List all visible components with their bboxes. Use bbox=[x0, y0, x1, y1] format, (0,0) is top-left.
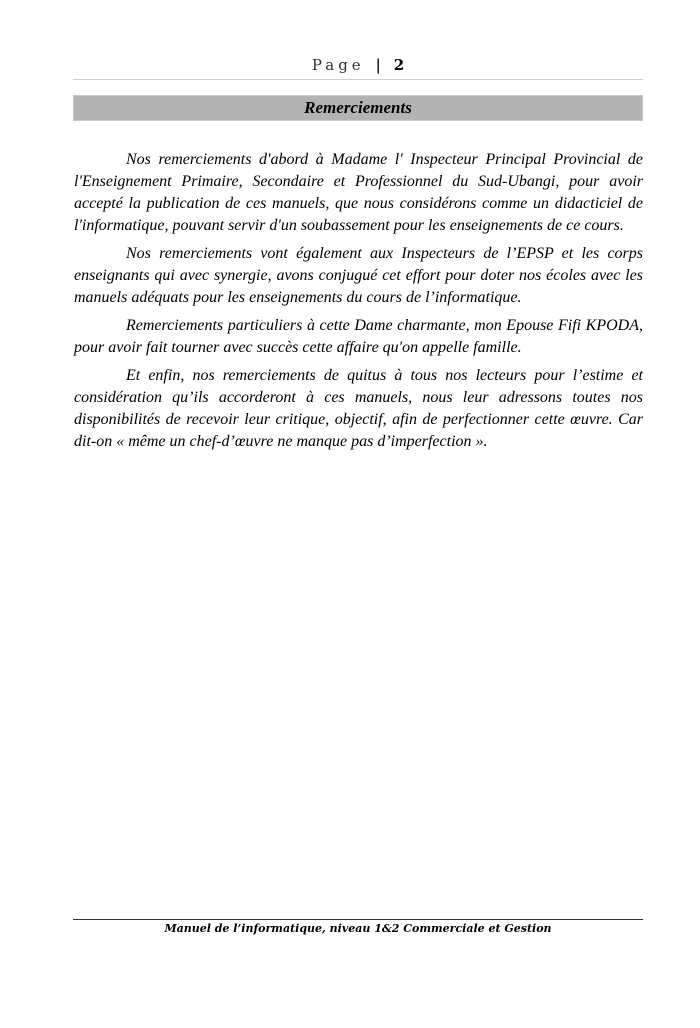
paragraph: Nos remerciements d'abord à Madame l' Inspecteur Principal Provincial de l'Enseignement Primaire, Secondaire et Professionnel du Sud-Ubangi, pour avoir accepté la publication de ces manuels, que nous considérons comme un didacticiel de l'informatique, pouvant servir d'un soubassement pour les enseignements de ce cours. bbox=[74, 151, 643, 234]
header-rule bbox=[73, 79, 643, 80]
page-separator: | bbox=[375, 56, 381, 74]
page-number: 2 bbox=[393, 56, 405, 74]
page-footer: Manuel de l’informatique, niveau 1&2 Commerciale et Gestion bbox=[164, 922, 552, 935]
paragraph: Remerciements particuliers à cette Dame charmante, mon Epouse Fifi KPODA, pour avoir fait tourner avec succès cette affaire qu'on appelle famille. bbox=[74, 317, 643, 356]
body-text bbox=[74, 149, 643, 459]
paragraph: Nos remerciements vont également aux Inspecteurs de l’EPSP et les corps enseignants qui avec synergie, avons conjugué cet effort pour doter nos écoles avec les manuels adéquats pour les enseignements du cours de l’informatique. bbox=[74, 245, 643, 306]
page-label: Page bbox=[311, 56, 365, 74]
paragraph: Et enfin, nos remerciements de quitus à tous nos lecteurs pour l’estime et considération qu’ils accorderont à ces manuels, nous leur adressons toutes nos disponibilités de recevoir leur critique, objectif, afin de perfectionner cette œuvre. Car dit-on « même un chef-d’œuvre ne manque pas d’imperfection ». bbox=[74, 367, 643, 450]
section-title: Remerciements bbox=[73, 95, 643, 121]
footer-rule bbox=[73, 919, 643, 920]
page-header bbox=[73, 56, 643, 78]
